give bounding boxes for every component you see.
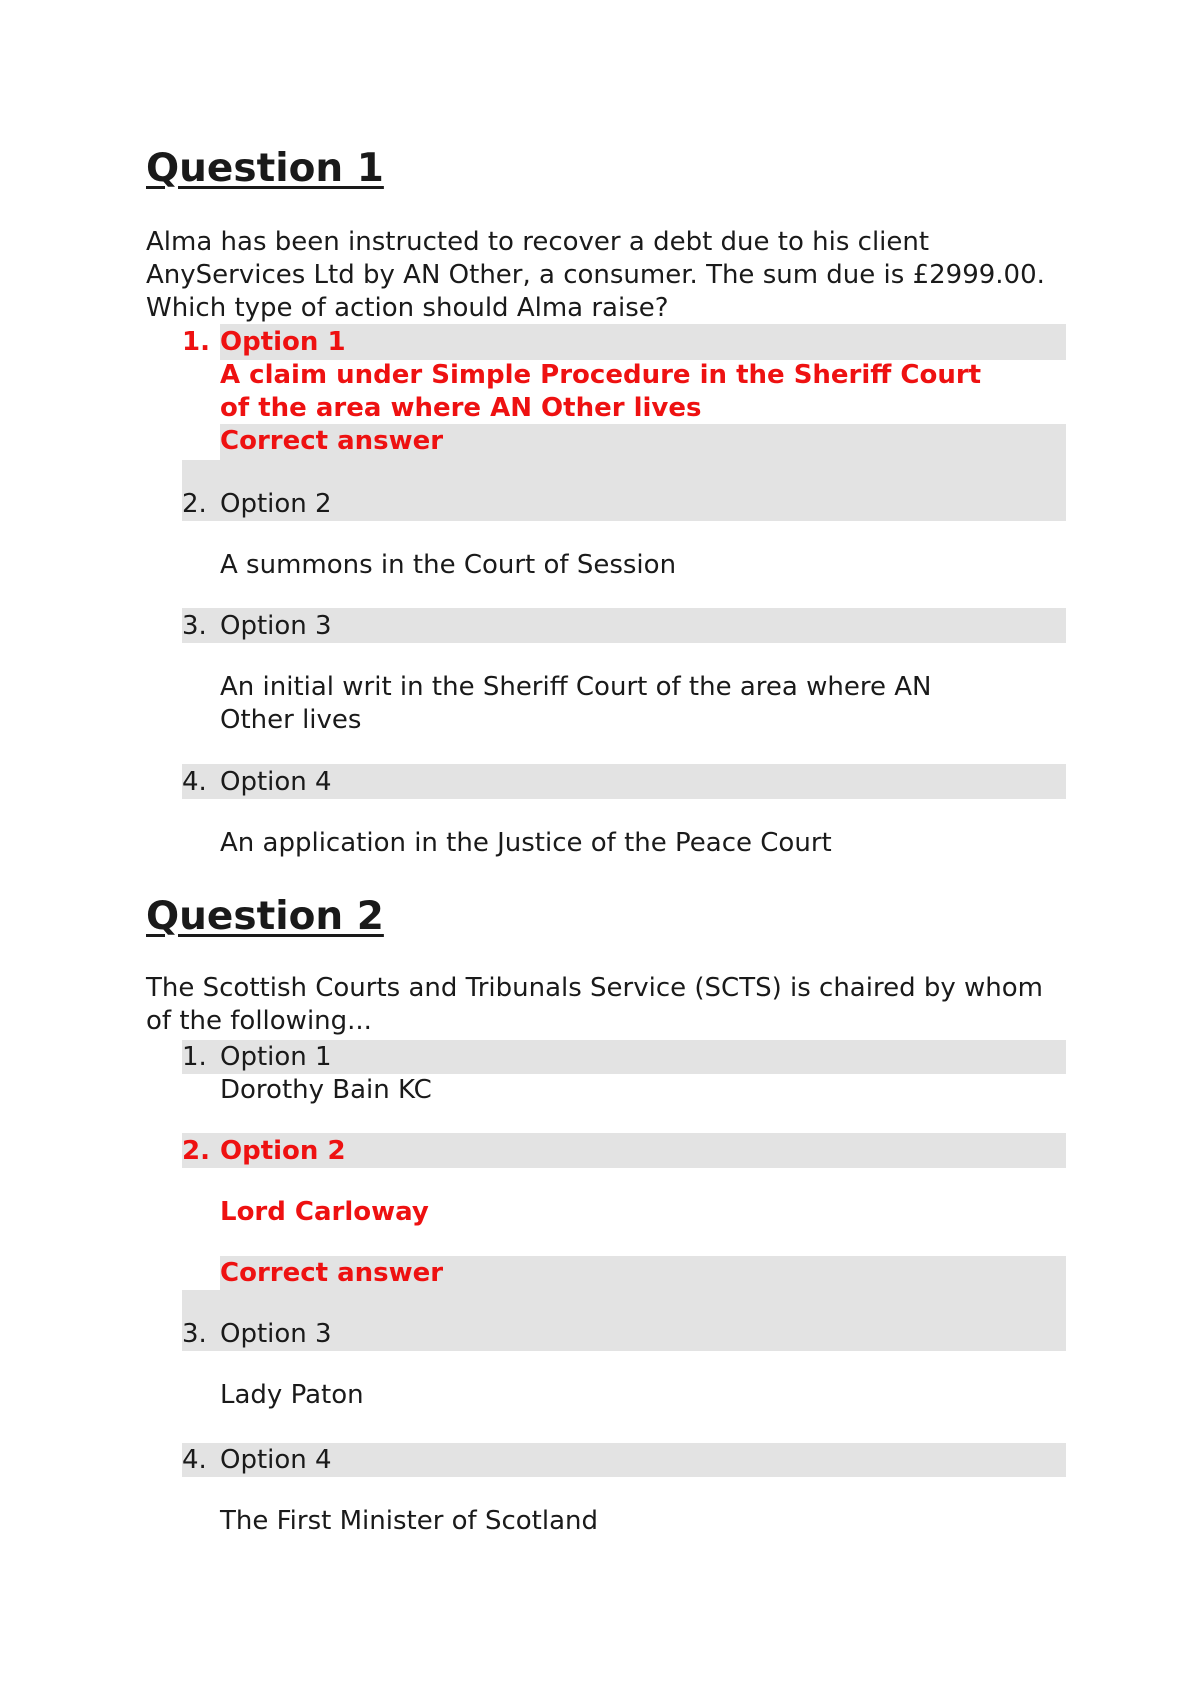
- q2-option-2-number: 2.: [182, 1136, 210, 1166]
- q1-option-3-label: Option 3: [220, 611, 332, 641]
- q2-option-1-label: Option 1: [220, 1042, 332, 1072]
- q2-correct-answer-label: Correct answer: [220, 1258, 444, 1288]
- q1-option-1-answer-cont: of the area where AN Other lives: [220, 393, 702, 423]
- q2-option-2-answer: Lord Carloway: [220, 1197, 429, 1227]
- q1-option-3-answer-cont: Other lives: [220, 705, 362, 735]
- q2-option-4-number: 4.: [182, 1445, 207, 1475]
- q2-option-4-answer: The First Minister of Scotland: [220, 1506, 599, 1536]
- q1-option-4-answer: An application in the Justice of the Peace Court: [220, 828, 832, 858]
- q1-option-1-answer: A claim under Simple Procedure in the Sheriff Court: [220, 360, 982, 390]
- question-1-title: Question 1: [146, 146, 384, 191]
- q1-option-3-number: 3.: [182, 611, 207, 641]
- q1-option-2-label: Option 2: [220, 489, 332, 519]
- q1-correct-answer-label: Correct answer: [220, 426, 444, 456]
- q1-option-3-answer: An initial writ in the Sheriff Court of the area where AN: [220, 672, 932, 702]
- q2-option-3-answer: Lady Paton: [220, 1380, 364, 1410]
- q2-option-2-label: Option 2: [220, 1136, 346, 1166]
- q1-option-2-number: 2.: [182, 489, 207, 519]
- q1-option-1-number: 1.: [182, 327, 210, 357]
- option-shade: [220, 324, 1066, 360]
- q2-option-4-label: Option 4: [220, 1445, 332, 1475]
- q1-option-4-label: Option 4: [220, 767, 332, 797]
- q2-option-3-number: 3.: [182, 1319, 207, 1349]
- question-2-title: Question 2: [146, 894, 384, 939]
- question-1-text: Alma has been instructed to recover a debt due to his client AnyServices Ltd by AN Other, a consumer. The sum due is £2999.00. Which type of action should Alma raise?: [146, 227, 1045, 323]
- q2-option-1-number: 1.: [182, 1042, 207, 1072]
- q1-option-1-label: Option 1: [220, 327, 346, 357]
- q2-option-3-label: Option 3: [220, 1319, 332, 1349]
- question-2-text: The Scottish Courts and Tribunals Service (SCTS) is chaired by whom of the following...: [146, 973, 1043, 1036]
- q2-option-1-answer: Dorothy Bain KC: [220, 1075, 432, 1105]
- q1-option-4-number: 4.: [182, 767, 207, 797]
- q1-option-2-answer: A summons in the Court of Session: [220, 550, 677, 580]
